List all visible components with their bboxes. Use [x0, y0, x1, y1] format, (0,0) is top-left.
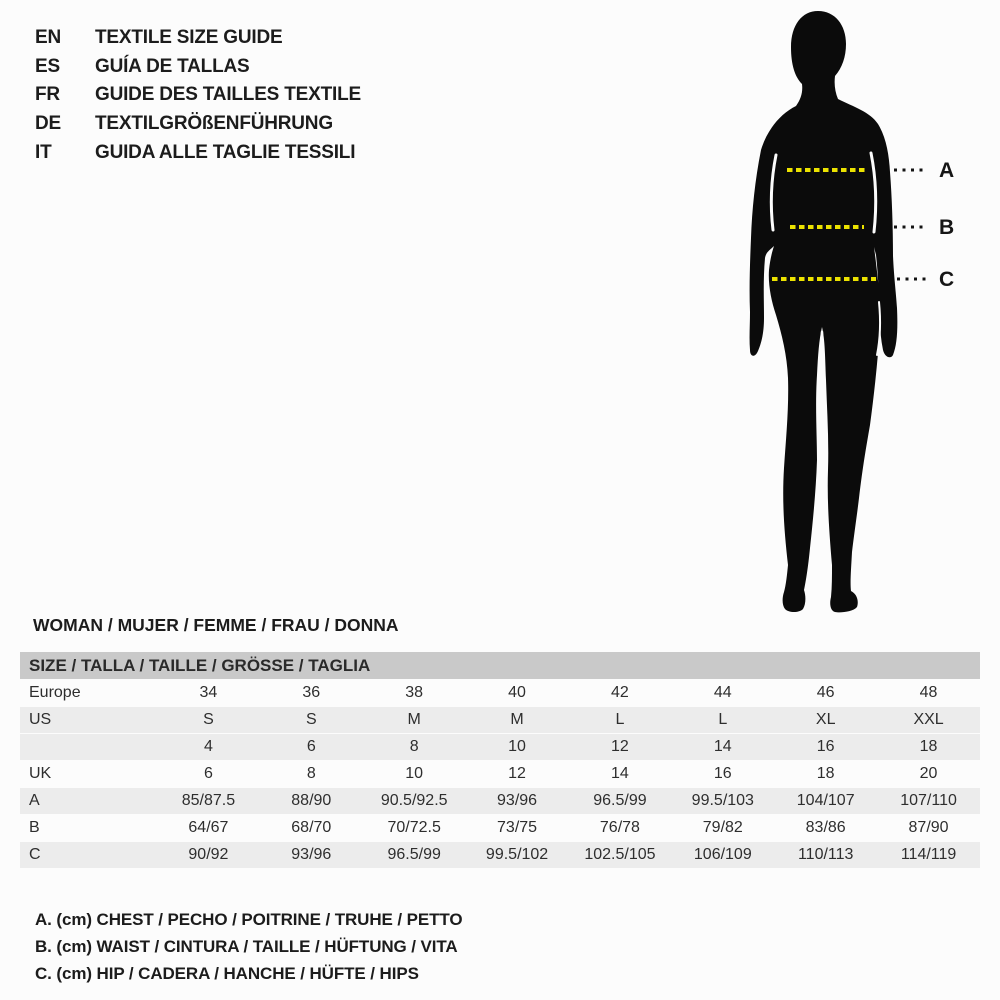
cell: 20: [919, 765, 938, 782]
size-table-header: SIZE / TALLA / TAILLE / GRÖSSE / TAGLIA: [20, 652, 980, 679]
cell: L: [718, 711, 728, 728]
lang-row-de: [35, 110, 361, 139]
lang-label-es: GUÍA DE TALLAS: [95, 55, 250, 77]
lang-code-en: EN: [35, 27, 61, 49]
row-label: Europe: [29, 684, 81, 701]
cell: 6: [306, 738, 316, 755]
measurement-legend: [35, 906, 463, 987]
table-row-europe: [20, 680, 980, 706]
cell: 46: [816, 684, 835, 701]
cell: 10: [508, 738, 526, 755]
table-row-chest: [20, 788, 980, 814]
cell: M: [510, 711, 524, 728]
measure-letter-b: B: [939, 216, 955, 239]
legend-chest: A. (cm) CHEST / PECHO / POITRINE / TRUHE / PETTO: [35, 910, 463, 929]
cell: 16: [713, 765, 732, 782]
cell: L: [615, 711, 625, 728]
row-label: A: [29, 792, 40, 809]
measure-letter-a: A: [939, 159, 955, 182]
cell: M: [407, 711, 421, 728]
row-label: UK: [29, 765, 52, 782]
cell: 18: [816, 765, 835, 782]
cell: 110/113: [797, 846, 854, 863]
lang-code-es: ES: [35, 55, 60, 77]
cell: 90.5/92.5: [380, 792, 448, 809]
cell: 114/119: [900, 846, 957, 863]
cell: 12: [611, 738, 629, 755]
cell: 88/90: [291, 792, 332, 809]
cell: 104/107: [796, 792, 855, 809]
cell: 83/86: [805, 819, 846, 836]
lang-label-fr: GUIDE DES TAILLES TEXTILE: [95, 84, 361, 106]
cell: 102.5/105: [584, 846, 656, 863]
language-title-list: [35, 24, 361, 167]
cell: 99.5/102: [485, 846, 549, 863]
lang-row-es: [35, 53, 361, 82]
woman-measurement-figure: [730, 0, 1000, 620]
cell: XL: [815, 711, 836, 728]
woman-silhouette: [750, 11, 898, 612]
cell: 14: [713, 738, 732, 755]
cell: 40: [508, 684, 526, 701]
lang-label-de: TEXTILGRÖßENFÜHRUNG: [95, 113, 333, 135]
cell: 18: [919, 738, 938, 755]
lang-row-en: [35, 24, 361, 53]
cell: 36: [302, 684, 321, 701]
inner-thigh-gap: [822, 332, 824, 398]
cell: 68/70: [291, 819, 332, 836]
cell: 93/96: [497, 792, 538, 809]
row-label: [20, 734, 157, 760]
gender-title: WOMAN / MUJER / FEMME / FRAU / DONNA: [33, 615, 399, 635]
measure-letter-c: C: [939, 268, 955, 291]
table-row-us: [20, 707, 980, 733]
cell: 99.5/103: [691, 792, 754, 809]
cell: 48: [919, 684, 938, 701]
cell: 44: [713, 684, 732, 701]
cell: 73/75: [497, 819, 538, 836]
cell: 76/78: [599, 819, 640, 836]
lang-label-en: TEXTILE SIZE GUIDE: [95, 27, 283, 49]
row-label: C: [29, 846, 41, 863]
lang-code-it: IT: [35, 141, 52, 163]
cell: 38: [405, 684, 424, 701]
cell: S: [305, 711, 317, 728]
cell: 87/90: [908, 819, 949, 836]
lang-code-fr: FR: [35, 84, 60, 106]
cell: 93/96: [291, 846, 332, 863]
cell: 96.5/99: [593, 792, 647, 809]
legend-hip: C. (cm) HIP / CADERA / HANCHE / HÜFTE / HIPS: [35, 964, 419, 983]
cell: 12: [508, 765, 526, 782]
cell: 4: [203, 738, 213, 755]
table-row-waist: [20, 815, 980, 841]
legend-waist: B. (cm) WAIST / CINTURA / TAILLE / HÜFTUNG / VITA: [35, 937, 458, 956]
cell: 42: [611, 684, 629, 701]
cell: 8: [409, 738, 419, 755]
size-table: [20, 652, 980, 868]
cell: 14: [611, 765, 629, 782]
cell: 107/110: [900, 792, 957, 809]
cell: 64/67: [188, 819, 229, 836]
cell: 10: [405, 765, 424, 782]
cell: 79/82: [702, 819, 743, 836]
cell: 96.5/99: [387, 846, 441, 863]
cell: XXL: [913, 711, 944, 728]
table-row-us-numeric: [20, 734, 980, 760]
cell: 106/109: [693, 846, 752, 863]
lang-row-it: [35, 138, 361, 167]
row-label: B: [29, 819, 40, 836]
lang-label-it: GUIDA ALLE TAGLIE TESSILI: [95, 141, 356, 163]
lang-row-fr: [35, 81, 361, 110]
cell: 16: [816, 738, 835, 755]
cell: 90/92: [188, 846, 229, 863]
cell: 8: [306, 765, 316, 782]
cell: 34: [199, 684, 218, 701]
row-label: US: [29, 711, 52, 728]
table-row-hip: [20, 842, 980, 868]
table-row-uk: [20, 761, 980, 787]
cell: 85/87.5: [181, 792, 236, 809]
cell: 70/72.5: [387, 819, 441, 836]
cell: 6: [203, 765, 213, 782]
lang-code-de: DE: [35, 113, 61, 135]
cell: S: [203, 711, 214, 728]
